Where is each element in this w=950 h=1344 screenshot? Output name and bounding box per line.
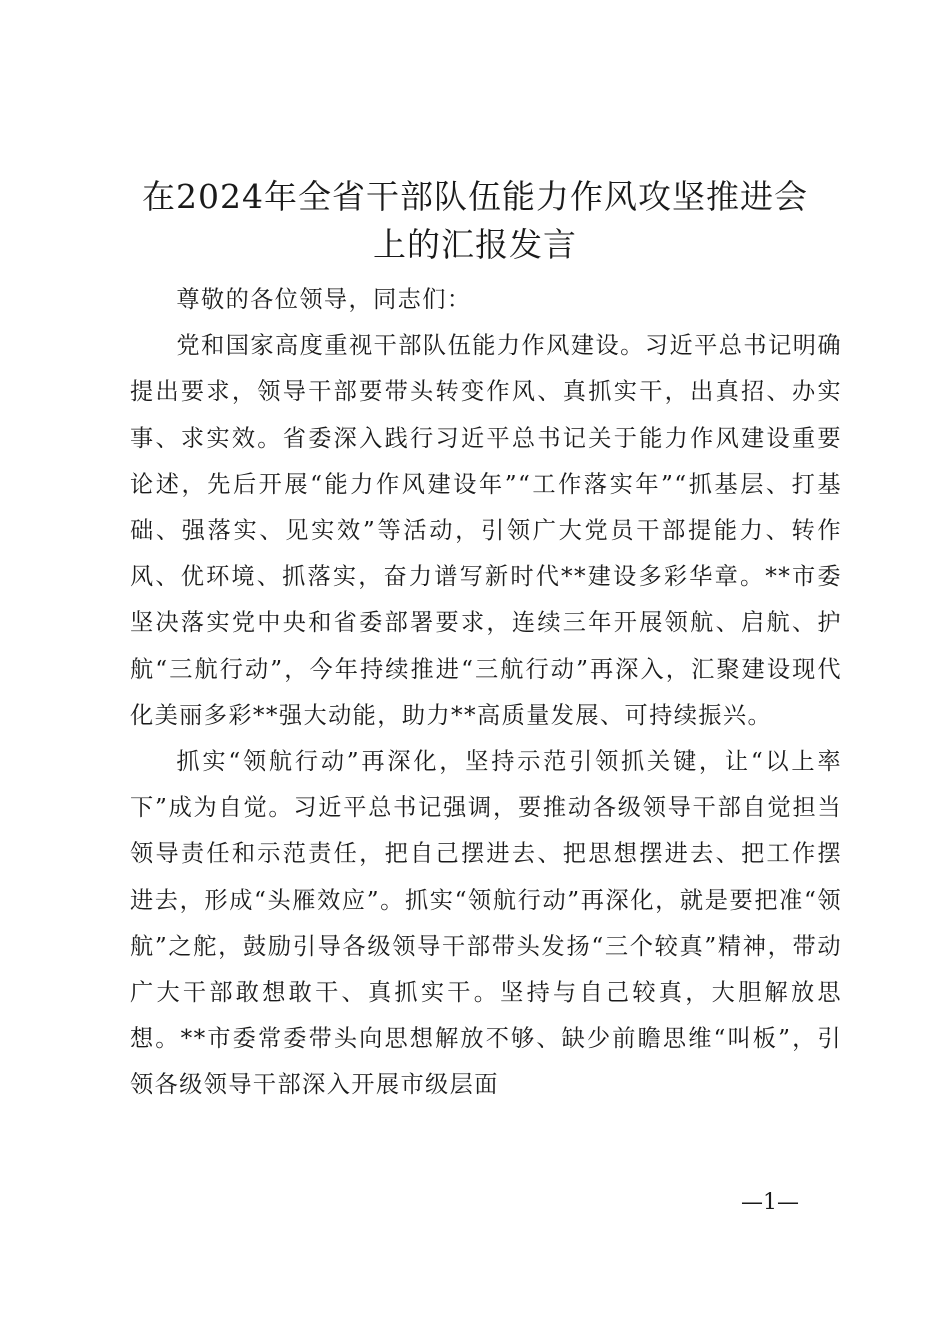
paragraph-1: 党和国家高度重视干部队伍能力作风建设。习近平总书记明确提出要求，领导干部要带头转变作风、真抓实干，出真招、办实事、求实效。省委深入践行习近平总书记关于能力作风建设重要论述，先后开展“能力作风建设年”“工作落实年”“抓基层、打基础、强落实、见实效”等活动，引领广大党员干部提能力、转作风、优环境、抓落实，奋力谱写新时代**建设多彩华章。**市委坚决落实党中央和省委部署要求，连续三年开展领航、启航、护航“三航行动”，今年持续推进“三航行动”再深入，汇聚建设现代化美丽多彩**强大动能，助力**高质量发展、可持续振兴。 xyxy=(130,332,842,729)
salutation: 尊敬的各位领导，同志们： xyxy=(176,286,472,313)
paragraph-2: 抓实“领航行动”再深化，坚持示范引领抓关键，让“以上率下”成为自觉。习近平总书记强调，要推动各级领导干部自觉担当领导责任和示范责任，把自己摆进去、把思想摆进去、把工作摆进去，形成“头雁效应”。抓实“领航行动”再深化，就是要把准“领航”之舵，鼓励引导各级领导干部带头发扬“三个较真”精神，带动广大干部敢想敢干、真抓实干。坚持与自己较真，大胆解放思想。**市委常委带头向思想解放不够、缺少前瞻思维“叫板”，引领各级领导干部深入开展市级层面 xyxy=(130,748,842,1099)
document-body xyxy=(130,277,842,1109)
document-title-line-2: 上的汇报发言 xyxy=(373,225,577,264)
document-title-line-1: 在2024年全省干部队伍能力作风攻坚推进会 xyxy=(142,177,808,216)
page-number: —1— xyxy=(741,1190,799,1215)
